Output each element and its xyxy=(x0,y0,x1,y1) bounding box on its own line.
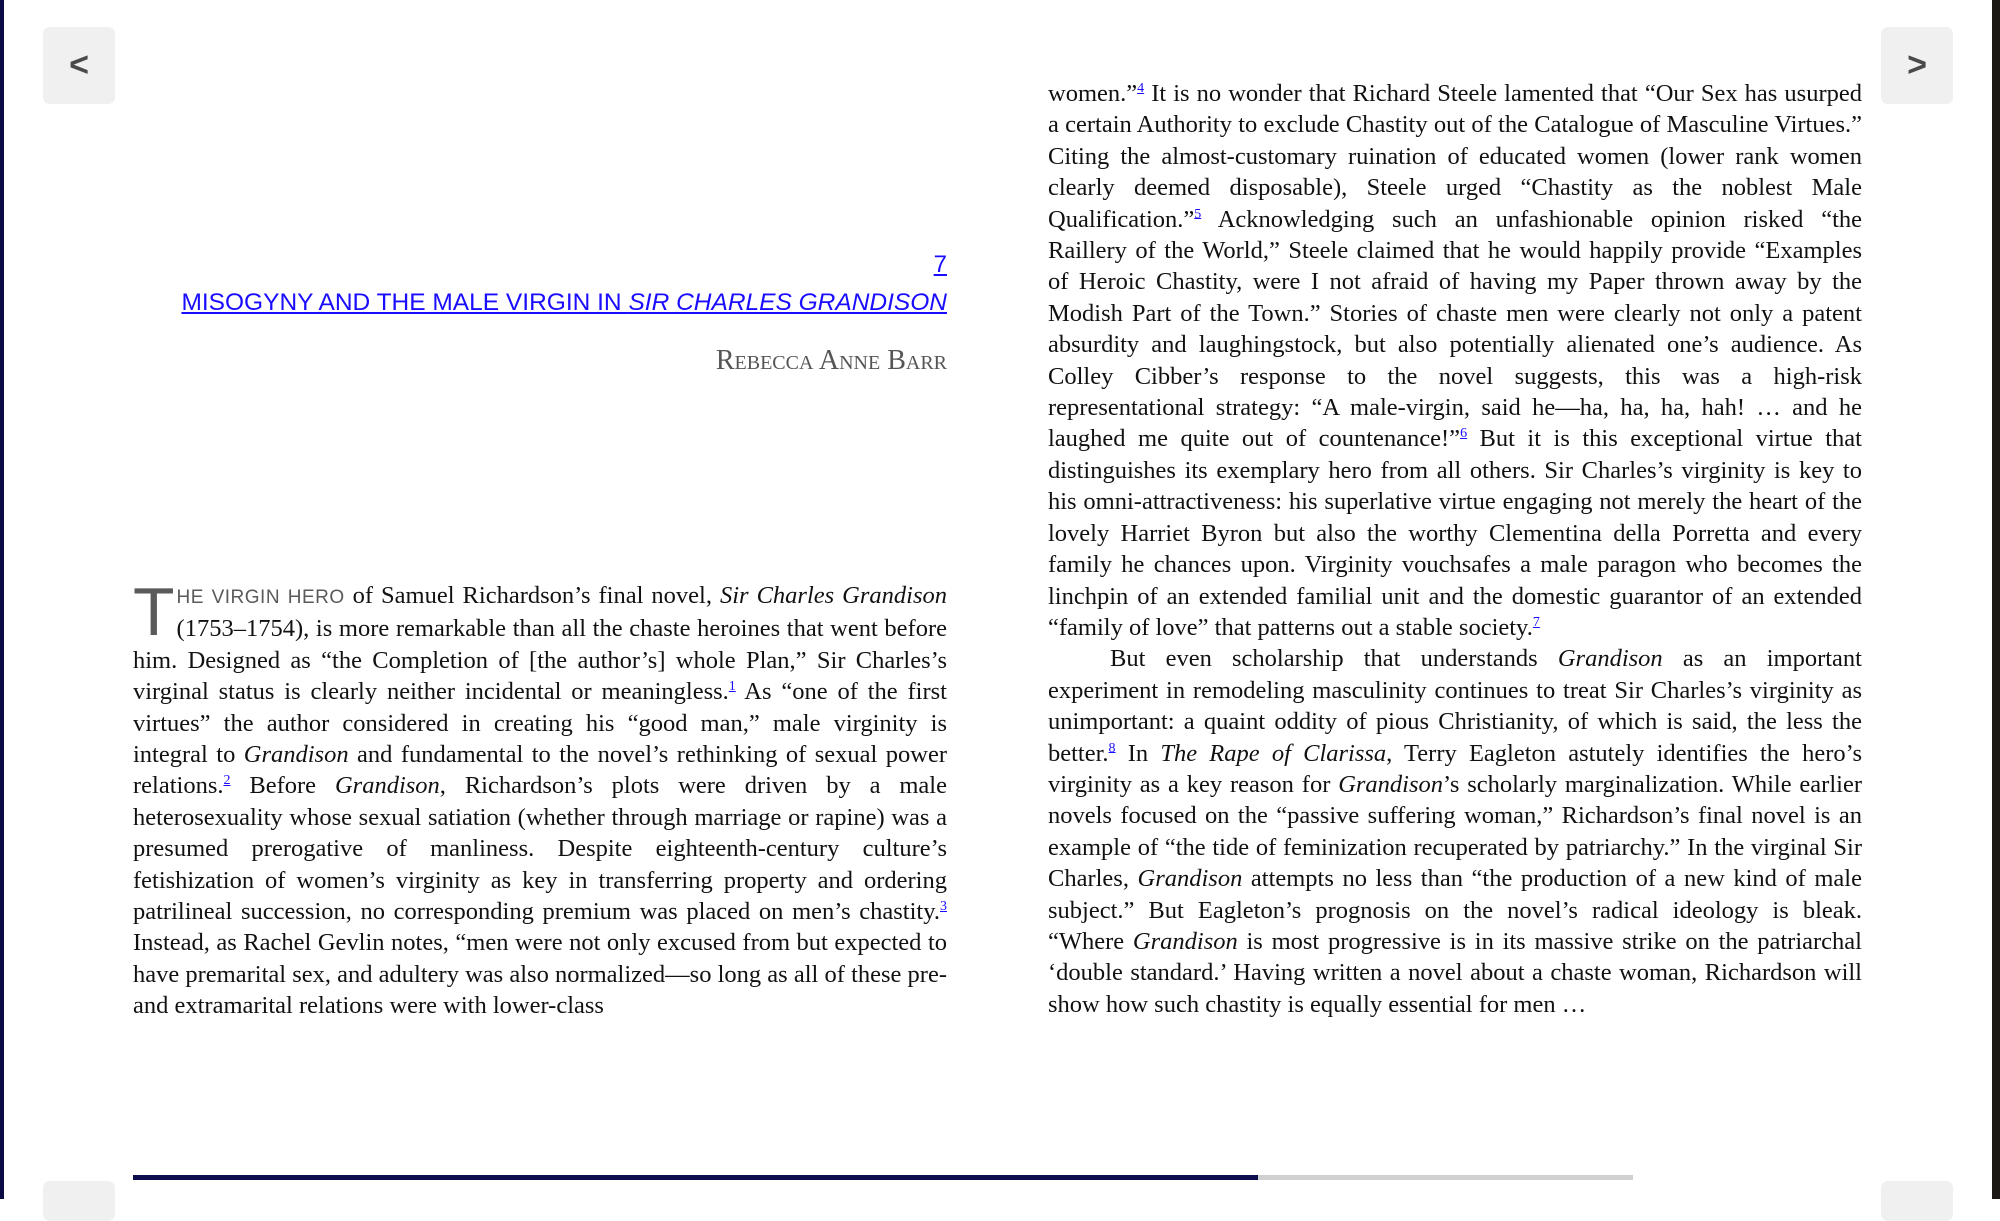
footnote-ref xyxy=(729,679,736,694)
footnote-link-5[interactable]: 5 xyxy=(1194,206,1202,222)
italic-title: Grandison xyxy=(1137,865,1243,893)
page-number-link[interactable]: 7 xyxy=(933,251,947,278)
text: attempts no less than “the production of a new kind of male subject.” But Eagleton’s prognosis on the novel’s radical ideology is bleak. “Where xyxy=(1048,865,1862,955)
footnote-link-6[interactable]: 6 xyxy=(1460,426,1468,442)
paragraph xyxy=(1048,78,1862,643)
chapter-title-plain: MISOGYNY AND THE MALE VIRGIN IN xyxy=(181,289,629,316)
chapter-title-link[interactable] xyxy=(181,289,947,316)
page-number xyxy=(133,250,947,280)
footnote-link-2[interactable]: 2 xyxy=(223,773,231,789)
text: But it is this exceptional virtue that distinguishes its exemplary hero from all others. Sir Charles’s virginity is key to his omni-attractiveness: his superlative virtue engaging not merely the heart of the lovely Harriet Byron but also the worthy Clementina della Porretta and every family he chances upon. Virginity vouchsafes a male paragon who becomes the linchpin of an extended familial unit and the domestic guarantor of an extended “family of love” that patterns out a stable society. xyxy=(1048,425,1862,641)
footnote-ref xyxy=(224,773,231,788)
left-page-column xyxy=(133,250,947,1022)
footnote-link-7[interactable]: 7 xyxy=(1532,614,1540,630)
italic-title: Grandison xyxy=(334,772,440,800)
text: and fundamental to the novel’s rethinking of sexual power relations. xyxy=(133,741,948,800)
author-name: Rebecca Anne Barr xyxy=(715,345,947,376)
chapter-title xyxy=(133,286,947,320)
text: of Samuel Richardson’s final novel, xyxy=(344,582,720,609)
footnote-link-8[interactable]: 8 xyxy=(1108,740,1116,756)
italic-title: Grandison xyxy=(1338,770,1444,798)
text: Acknowledging such an unfashionable opinion risked “the Raillery of the World,” Steele claimed that he would happily provide “Examples of Heroic Chastity, were I not afraid of having my Paper thrown away by the Modish Part of the Town.” Stories of chaste men were clearly not only a patent absurdity and laughingstock, but also potentially alienated one’s audience. As Colley Cibber’s response to the novel suggests, this was a high-risk representational strategy: “A male-virgin, said he—ha, ha, ha, hah! … and he laughed me quite out of countenance!” xyxy=(1048,205,1862,453)
text: In xyxy=(1115,739,1161,767)
previous-page-button[interactable] xyxy=(43,27,115,104)
text: women.” xyxy=(1048,80,1138,107)
chevron-right-icon: > xyxy=(1907,46,1927,84)
text: , Terry Eagleton astutely identifies the hero’s virginity as a key reason for xyxy=(1048,739,1862,798)
footnote-ref xyxy=(1109,740,1116,755)
window-left-border xyxy=(0,0,4,1199)
italic-title: Grandison xyxy=(1557,645,1663,673)
paragraph xyxy=(133,574,948,1022)
italic-title: The Rape of Clarissa xyxy=(1160,739,1387,767)
text: But even scholarship that understands xyxy=(1110,645,1558,673)
footnote-link-3[interactable]: 3 xyxy=(940,898,947,914)
italic-title: Sir Charles Grandison xyxy=(719,582,947,609)
text: Before xyxy=(230,772,335,800)
paragraph xyxy=(1048,643,1862,1020)
text: , Richardson’s plots were driven by a male heterosexuality whose sexual satiation (whether through marriage or rapine) was a presumed prerogative of manliness. Despite eighteenth-century culture’s fetishization of women’s virginity as key in transferring property and ordering patrilineal succession, no corresponding premium was placed on men’s chastity. xyxy=(133,772,947,926)
italic-title: Grandison xyxy=(1132,927,1238,955)
next-page-button-bottom[interactable] xyxy=(1881,1181,1953,1221)
footnote-ref xyxy=(1533,615,1540,630)
text: as an important experiment in remodeling masculinity continues to treat Sir Charles’s virginity as unimportant: a quaint oddity of pious Christianity, of which is said, the less the better. xyxy=(1048,645,1862,767)
text: It is no wonder that Richard Steele lamented that “Our Sex has usurped a certain Authority to exclude Chastity out of the Catalogue of Masculine Virtues.” Citing the almost-customary ruination of educated women (lower rank women clearly deemed disposable), Steele urged “Chastity as the noblest Male Qualification.” xyxy=(1048,80,1862,233)
footnote-ref xyxy=(940,899,947,914)
drop-cap: T xyxy=(133,574,175,650)
reading-progress-fill xyxy=(133,1175,1258,1180)
italic-title: Grandison xyxy=(243,741,349,769)
opening-smallcaps: HE VIRGIN HERO xyxy=(176,587,345,608)
footnote-link-4[interactable]: 4 xyxy=(1137,80,1145,96)
text: ’s scholarly marginalization. While earlier novels focused on the “passive suffering woman,” Richardson’s final novel is an example of “the tide of feminization recuperated by patriarchy.” In the virginal Sir Charles, xyxy=(1048,770,1862,893)
text: (1753–1754), is more remarkable than all the chaste heroines that went before him. Designed as “the Completion of [the author’s] whole Plan,” Sir Charles’s virginal status is clearly neither incidental or meaningless. xyxy=(133,615,947,706)
right-page-column xyxy=(1048,78,1862,1020)
footnote-ref xyxy=(1460,426,1467,441)
text: Instead, as Rachel Gevlin notes, “men were not only excused from but expected to have premarital sex, and adultery was also normalized—so long as all of these pre- and extramarital relations were with lower-class xyxy=(133,929,947,1020)
previous-page-button-bottom[interactable] xyxy=(43,1181,115,1221)
footnote-link-1[interactable]: 1 xyxy=(728,679,736,695)
text: is most progressive is in its massive strike on the patriarchal ‘double standard.’ Having written a novel about a chaste woman, Richardson will show how such chastity is equally essential for men … xyxy=(1048,927,1862,1018)
chevron-left-icon: < xyxy=(69,46,89,84)
window-right-border xyxy=(1992,0,2000,1199)
chapter-title-italic: SIR CHARLES GRANDISON xyxy=(628,289,947,316)
text: As “one of the first virtues” the author considered in creating his “good man,” male virginity is integral to xyxy=(133,678,947,769)
reading-progress-bar[interactable] xyxy=(133,1175,1633,1180)
next-page-button[interactable] xyxy=(1881,27,1953,104)
